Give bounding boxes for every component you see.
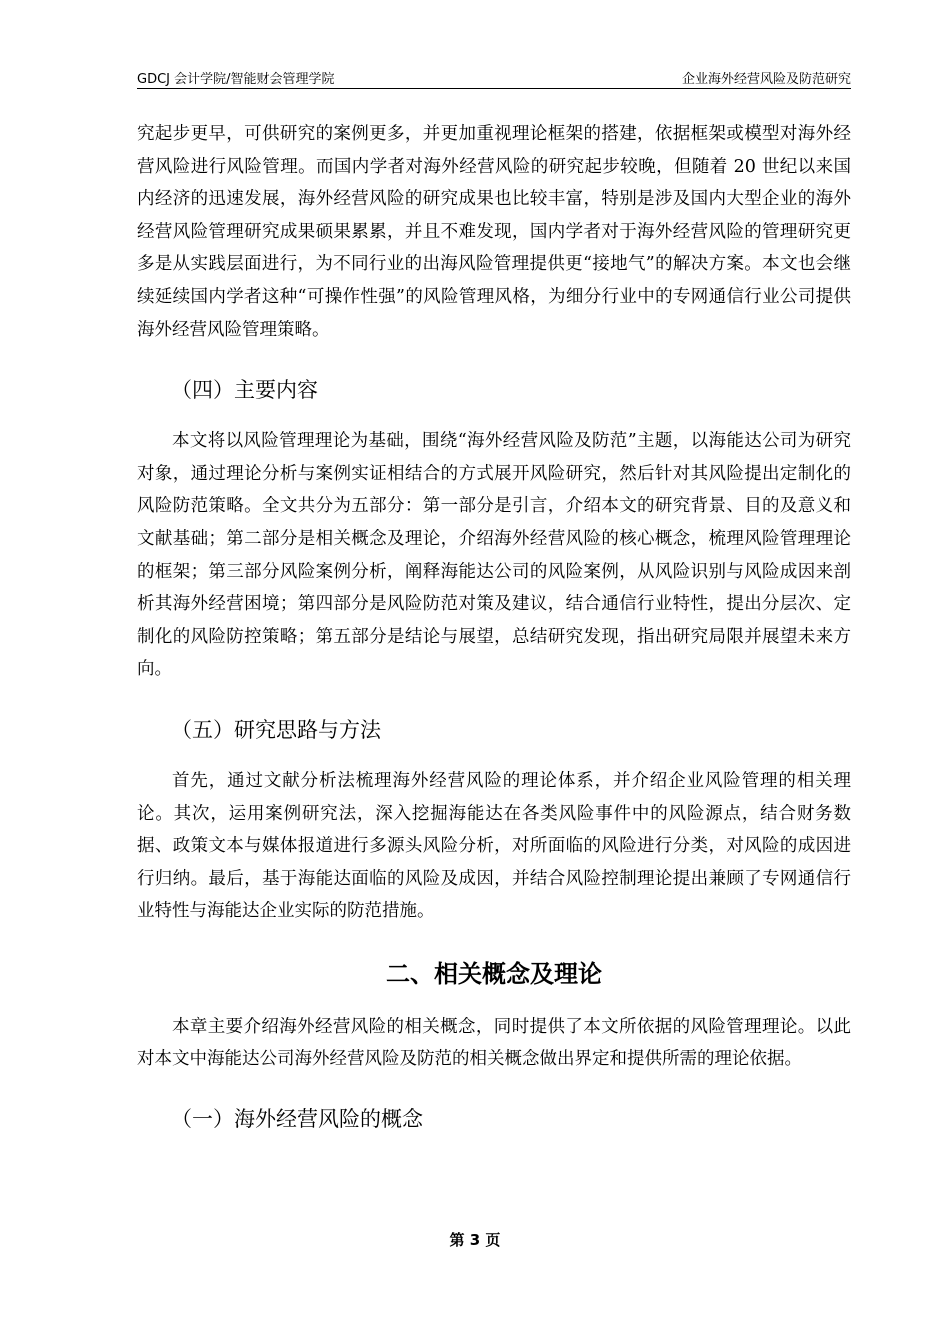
body-paragraph-4: 本章主要介绍海外经营风险的相关概念，同时提供了本文所依据的风险管理理论。以此对本文中海能达公司海外经营风险及防范的相关概念做出界定和提供所需的理论依据。 [137, 1016, 851, 1070]
page-body [137, 118, 851, 1134]
section-heading-concept: （一）海外经营风险的概念 [171, 1107, 423, 1132]
chapter-title: 二、相关概念及理论 [386, 959, 602, 988]
body-paragraph-3: 首先，通过文献分析法梳理海外经营风险的理论体系，并介绍企业风险管理的相关理论。其次，运用案例研究法，深入挖掘海能达在各类风险事件中的风险源点，结合财务数据、政策文本与媒体报道进行多源头风险分析，对所面临的风险进行分类，对风险的成因进行归纳。最后，基于海能达面临的风险及成因，并结合风险控制理论提出兼顾了专网通信行业特性与海能达企业实际的防范措施。 [137, 770, 851, 922]
section-heading-method: （五）研究思路与方法 [171, 717, 381, 742]
body-paragraph-2: 本文将以风险管理理论为基础，围绕“海外经营风险及防范”主题，以海能达公司为研究对象，通过理论分析与案例实证相结合的方式展开风险研究，然后针对其风险提出定制化的风险防范策略。全文共分为五部分：第一部分是引言，介绍本文的研究背景、目的及意义和文献基础；第二部分是相关概念及理论，介绍海外经营风险的核心概念，梳理风险管理理论的框架；第三部分风险案例分析，阐释海能达公司的风险案例，从风险识别与风险成因来剖析其海外经营困境；第四部分是风险防范对策及建议，结合通信行业特性，提出分层次、定制化的风险防控策略；第五部分是结论与展望，总结研究发现，指出研究局限并展望未来方向。 [137, 431, 851, 680]
header-paper-title: 企业海外经营风险及防范研究 [681, 72, 851, 87]
section-heading-main-content: （四）主要内容 [171, 378, 318, 403]
page-header [137, 66, 851, 89]
page-number: 第 3 页 [449, 1231, 501, 1249]
body-paragraph-1: 究起步更早，可供研究的案例更多，并更加重视理论框架的搭建，依据框架或模型对海外经营风险进行风险管理。而国内学者对海外经营风险的研究起步较晚，但随着 20 世纪以来国内经济的迅速发展，海外经营风险的研究成果也比较丰富，特别是涉及国内大型企业的海外经营风险管理研究成果硕果累累，并且不难发现，国内学者对于海外经营风险的管理研究更多是从实践层面进行，为不同行业的出海风险管理提供更“接地气”的解决方案。本文也会继续延续国内学者这种“可操作性强”的风险管理风格，为细分行业中的专网通信行业公司提供海外经营风险管理策略。 [137, 124, 851, 340]
header-institution: GDCJ 会计学院/智能财会管理学院 [137, 72, 335, 87]
